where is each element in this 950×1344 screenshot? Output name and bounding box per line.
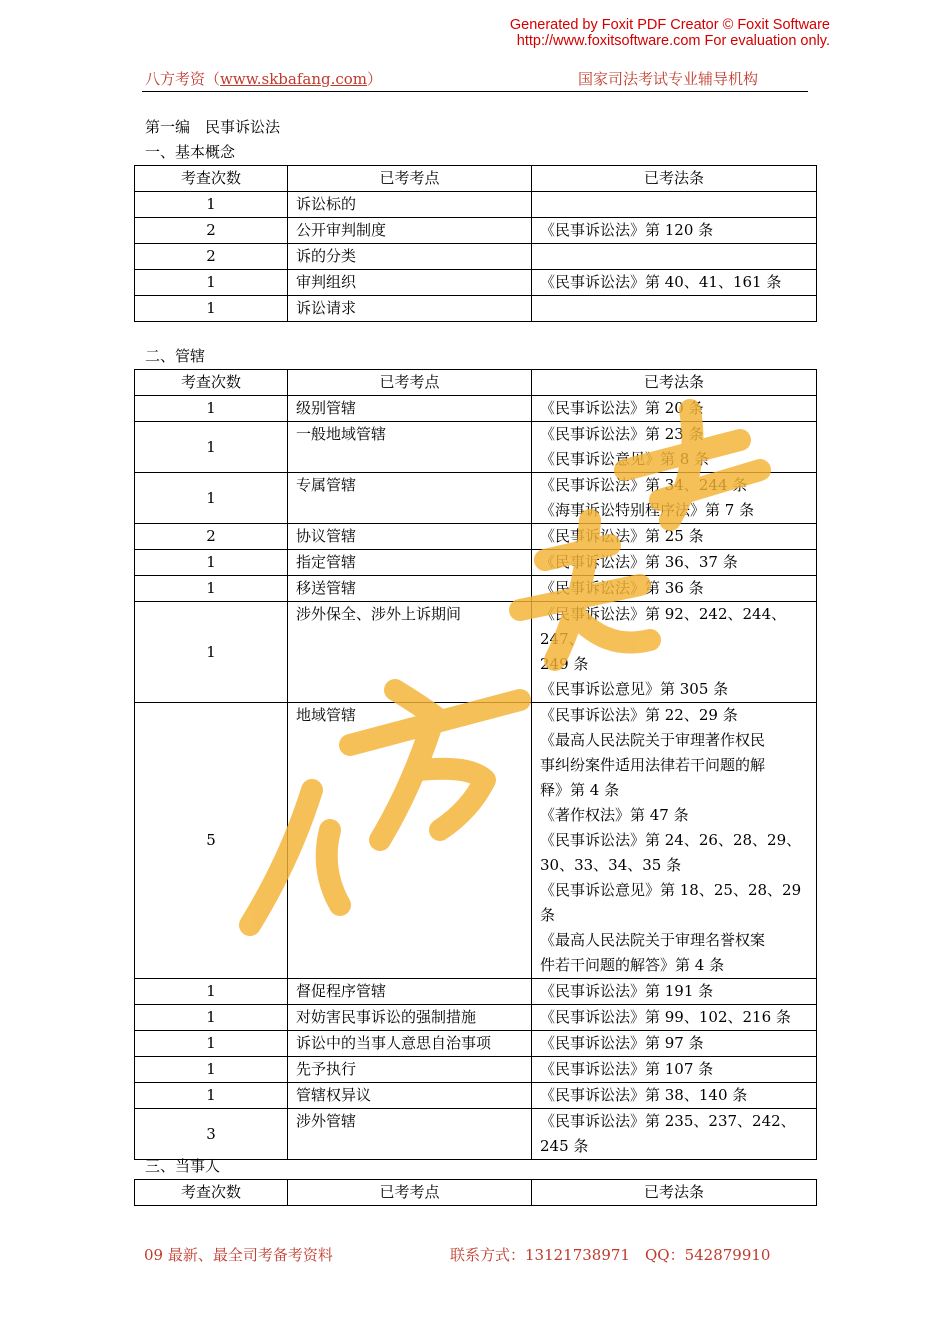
law-reference: 《民事诉讼法》第 23 条 [540,425,704,443]
table-row [135,473,817,524]
law-reference: 《民事诉讼法》第 92、242、244、247、 [540,605,787,648]
section-title-basic: 一、基本概念 [145,143,236,161]
law-reference: 《民事诉讼意见》第 305 条 [540,680,729,698]
table-row [135,244,817,270]
exam-count-cell: 1 [135,1031,288,1057]
law-reference: 《民事诉讼法》第 107 条 [540,1060,714,1078]
law-reference: 《海事诉讼特别程序法》第 7 条 [540,501,755,519]
foxit-line-1: Generated by Foxit PDF Creator © Foxit Software [509,17,830,33]
table-row [135,576,817,602]
header-divider [142,91,808,92]
table-row [135,602,817,703]
law-cell [532,422,817,473]
table-row [135,550,817,576]
law-reference: 释》第 4 条 [540,781,620,799]
law-reference: 《著作权法》第 47 条 [540,806,689,824]
exam-count-cell: 2 [135,524,288,550]
exam-count-cell: 1 [135,979,288,1005]
table-row [135,703,817,979]
topic-cell: 先予执行 [288,1057,532,1083]
law-reference: 《民事诉讼法》第 97 条 [540,1034,704,1052]
exam-count-cell: 1 [135,396,288,422]
topic-cell: 审判组织 [288,270,532,296]
table-row [135,270,817,296]
footer-left: 09 最新、最全司考备考资料 [144,1246,333,1264]
table-header-row [135,1180,817,1206]
law-cell [532,473,817,524]
topic-cell: 涉外保全、涉外上诉期间 [288,602,532,703]
law-reference: 《民事诉讼意见》第 8 条 [540,450,710,468]
exam-count-cell: 5 [135,703,288,979]
header-brand-close: ） [367,70,383,88]
column-header: 考查次数 [135,1180,288,1206]
table-jurisdiction [134,369,817,1160]
law-cell [532,270,817,296]
topic-cell: 专属管辖 [288,473,532,524]
topic-cell: 地域管辖 [288,703,532,979]
header-brand-name: 八方考资（ [145,70,221,88]
exam-count-cell: 1 [135,422,288,473]
table-row [135,396,817,422]
topic-cell: 对妨害民事诉讼的强制措施 [288,1005,532,1031]
exam-count-cell: 1 [135,550,288,576]
topic-cell: 协议管辖 [288,524,532,550]
law-reference: 《民事诉讼意见》第 18、25、28、29 [540,881,802,899]
exam-count-cell: 1 [135,1057,288,1083]
exam-count-cell: 1 [135,270,288,296]
topic-cell: 诉讼请求 [288,296,532,322]
law-reference: 《民事诉讼法》第 36 条 [540,579,704,597]
topic-cell: 级别管辖 [288,396,532,422]
part-title: 第一编 民事诉讼法 [145,118,281,136]
law-cell [532,244,817,270]
table-row [135,979,817,1005]
topic-cell: 督促程序管辖 [288,979,532,1005]
foxit-banner [400,17,830,49]
foxit-line-2: http://www.foxitsoftware.com For evaluation only. [516,33,830,49]
topic-cell: 移送管辖 [288,576,532,602]
topic-cell: 诉讼中的当事人意思自治事项 [288,1031,532,1057]
table-row [135,296,817,322]
table-row [135,1031,817,1057]
law-reference: 《民事诉讼法》第 99、102、216 条 [540,1008,791,1026]
law-reference: 《民事诉讼法》第 22、29 条 [540,706,738,724]
table-row [135,524,817,550]
law-cell [532,192,817,218]
exam-count-cell: 1 [135,576,288,602]
law-cell [532,1083,817,1109]
topic-cell: 诉讼标的 [288,192,532,218]
table-row [135,1109,817,1160]
exam-count-cell: 1 [135,192,288,218]
exam-count-cell: 1 [135,602,288,703]
law-cell [532,602,817,703]
law-reference: 《民事诉讼法》第 120 条 [540,221,714,239]
law-reference: 《民事诉讼法》第 36、37 条 [540,553,738,571]
law-cell [532,1057,817,1083]
table-body [135,166,817,322]
law-reference: 《民事诉讼法》第 191 条 [540,982,714,1000]
law-reference: 《民事诉讼法》第 38、140 条 [540,1086,748,1104]
table-header-row [135,166,817,192]
exam-count-cell: 1 [135,473,288,524]
exam-count-cell: 2 [135,218,288,244]
law-cell [532,524,817,550]
law-reference: 245 条 [540,1137,589,1155]
table-row [135,192,817,218]
law-cell [532,1109,817,1160]
law-cell [532,396,817,422]
law-cell [532,703,817,979]
table-header-row [135,370,817,396]
law-reference: 《民事诉讼法》第 40、41、161 条 [540,273,782,291]
column-header: 已考法条 [532,1180,817,1206]
table-row [135,1057,817,1083]
table-body [135,1180,817,1206]
law-reference: 《民事诉讼法》第 25 条 [540,527,704,545]
column-header: 已考考点 [288,166,532,192]
table-row [135,1005,817,1031]
topic-cell: 诉的分类 [288,244,532,270]
column-header: 考查次数 [135,370,288,396]
law-cell [532,1031,817,1057]
law-reference: 件若干问题的解答》第 4 条 [540,956,725,974]
table-basic-concepts [134,165,817,322]
column-header: 已考考点 [288,1180,532,1206]
topic-cell: 公开审判制度 [288,218,532,244]
table-parties [134,1179,817,1206]
law-reference: 《民事诉讼法》第 24、26、28、29、 [540,831,802,849]
topic-cell: 管辖权异议 [288,1083,532,1109]
exam-count-cell: 1 [135,1083,288,1109]
law-cell [532,550,817,576]
table-row [135,422,817,473]
law-cell [532,296,817,322]
column-header: 考查次数 [135,166,288,192]
header-website-link[interactable]: www.skbafang.com [220,70,368,88]
footer-contact: 联系方式：13121738971 QQ：542879910 [450,1246,771,1264]
law-cell [532,979,817,1005]
law-reference: 事纠纷案件适用法律若干问题的解 [540,756,766,774]
law-reference: 《民事诉讼法》第 20 条 [540,399,704,417]
law-reference: 《最高人民法院关于审理著作权民 [540,731,766,749]
header-org: 国家司法考试专业辅导机构 [578,70,759,88]
exam-count-cell: 1 [135,1005,288,1031]
table-row [135,218,817,244]
law-reference: 《民事诉讼法》第 235、237、242、 [540,1112,796,1130]
law-reference: 30、33、34、35 条 [540,856,682,874]
column-header: 已考法条 [532,166,817,192]
table-body [135,370,817,1160]
law-reference: 249 条 [540,655,589,673]
topic-cell: 指定管辖 [288,550,532,576]
section-title-parties: 三、当事人 [145,1157,221,1175]
column-header: 已考法条 [532,370,817,396]
exam-count-cell: 3 [135,1109,288,1160]
law-cell [532,218,817,244]
topic-cell: 涉外管辖 [288,1109,532,1160]
law-reference: 《民事诉讼法》第 34、244 条 [540,476,748,494]
law-cell [532,576,817,602]
exam-count-cell: 2 [135,244,288,270]
law-reference: 《最高人民法院关于审理名誉权案 [540,931,766,949]
law-cell [532,1005,817,1031]
column-header: 已考考点 [288,370,532,396]
section-title-jurisdiction: 二、管辖 [145,347,206,365]
topic-cell: 一般地域管辖 [288,422,532,473]
table-row [135,1083,817,1109]
exam-count-cell: 1 [135,296,288,322]
header-brand [145,68,382,89]
law-reference: 条 [540,906,556,924]
